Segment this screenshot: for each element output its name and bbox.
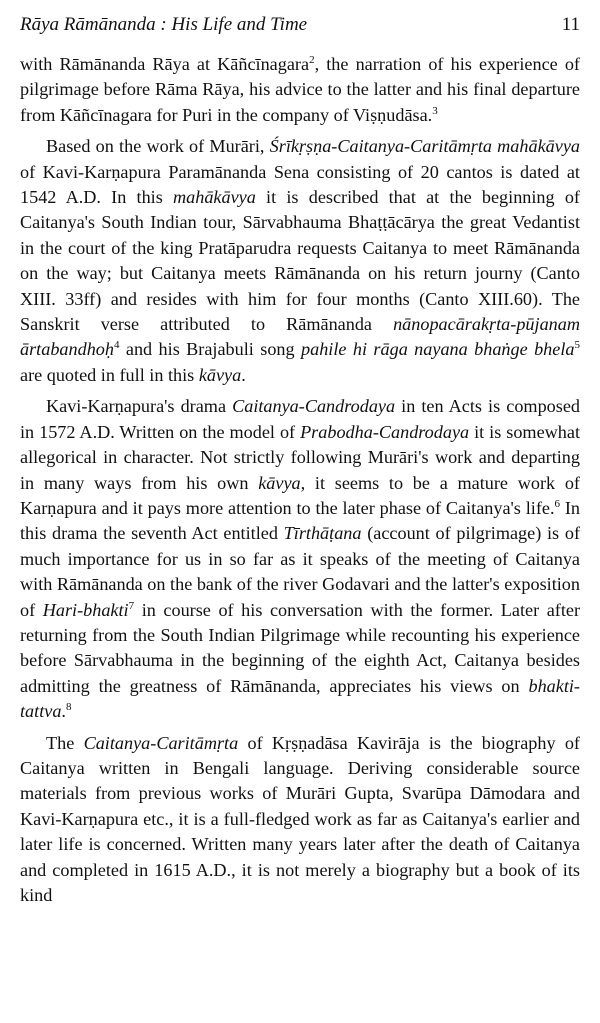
footnote-marker: 2 [309, 53, 315, 66]
italic-term: Caitanya-Candrodaya [232, 396, 396, 417]
text-run: it seems to be a mature work of Karṇapura and it pays more attention to the later phase of Caitanya's life. [20, 472, 580, 518]
italic-term: mahākāvya [173, 187, 256, 208]
body-text [20, 52, 580, 908]
text-run: it is described that at the beginning of Caitanya's South Indian tour, Sārvabhauma Bhaṭṭācārya the great Vedantist in the court of the king Pratāparudra requests Caitanya to meet Rāmānanda on the way; but Caitanya meets Rāmānanda on his return journy (Canto XIII. 33ff) and resides with him for four months (Canto XIII.60). The Sanskrit verse attributed to Rāmānanda [20, 187, 580, 335]
footnote-marker: 6 [554, 497, 560, 510]
text-run: (account of pilgrimage) is of much importance for us in so far as it speaks of the meeting of Caitanya with Rāmānanda on the bank of the river Godavari and the latter's exposition of [20, 523, 580, 620]
paragraph [20, 394, 580, 724]
footnote-marker: 3 [432, 104, 438, 117]
footnote-marker: 4 [113, 339, 120, 352]
text-run: Based on the work of Murāri, [46, 136, 270, 157]
text-run: In this drama the seventh Act entitled [20, 497, 580, 544]
italic-term: Prabodha-Candrodaya [300, 421, 470, 442]
text-run: and his Brajabuli song [119, 339, 302, 360]
page-number: 11 [561, 14, 580, 35]
text-run: of Kavi-Karṇapura Paramānanda Sena consisting of 20 cantos is dated at 1542 A.D. In this [20, 161, 580, 208]
italic-term: pahile hi rāga nayana bhaṅge bhela [301, 339, 575, 360]
text-run: The [46, 732, 84, 753]
running-header [20, 14, 580, 44]
italic-term: bhakti-tattva [20, 675, 580, 722]
text-run: Kavi-Karṇapura's drama [46, 396, 233, 417]
italic-term: Śrīkṛṣṇa-Caitanya-Caritāmṛta mahākāvya [269, 136, 580, 157]
italic-term: kāvya, [258, 472, 306, 493]
italic-term: Hari-bhakti [42, 599, 129, 620]
text-run: of Kṛṣṇadāsa Kavirāja is the biography of Caitanya written in Bengali language. Deriving considerable source materials from previous works of Murāri Gupta, Svarūpa Dāmodara and Kavi-Karṇapura etc., it is a full-fledged work as far as Caitanya's earlier and later life is concerned. Written many years later after the death of Caitanya and completed in 1615 A.D., it is not merely a biography but a book of its kind [20, 732, 580, 905]
footnote-marker: 7 [128, 599, 135, 612]
italic-term: kāvya [198, 364, 242, 385]
text-run: are quoted in full in this [20, 364, 199, 385]
text-run: with Rāmānanda Rāya at Kāñcīnagara [20, 54, 310, 74]
footnote-marker: 8 [65, 701, 72, 714]
running-title: Rāya Rāmānanda : His Life and Time [20, 14, 308, 35]
footnote-marker: 5 [574, 339, 580, 352]
italic-term: Caitanya-Caritāmṛta [83, 732, 239, 753]
paragraph [20, 52, 580, 128]
text-run: , the narration of his experience of pilgrimage before Rāma Rāya, his advice to the latter and his final departure from Kāñcīnagara for Puri in the company of Viṣṇudāsa. [20, 54, 580, 125]
paragraph [20, 134, 580, 388]
text-run: it is somewhat allegorical in character. Not strictly following Murāri's work and departing in many ways from his own [20, 421, 580, 493]
italic-term: nānopacārakṛta-pūjanam ārtabandhoḥ [20, 314, 580, 360]
text-run: . [61, 701, 66, 722]
paragraph [20, 731, 580, 909]
text-run: . [241, 364, 246, 385]
text-run: in ten Acts is composed in 1572 A.D. Written on the model of [20, 396, 580, 442]
italic-term: Tīrthāṭana [283, 523, 362, 544]
text-run: in course of his conversation with the former. Later after returning from the South Indian Pilgrimage while recounting his experience before Sārvabhauma in the beginning of the eighth Act, Caitanya besides admitting the greatness of Rāmānanda, appreciates his views on [20, 599, 581, 696]
